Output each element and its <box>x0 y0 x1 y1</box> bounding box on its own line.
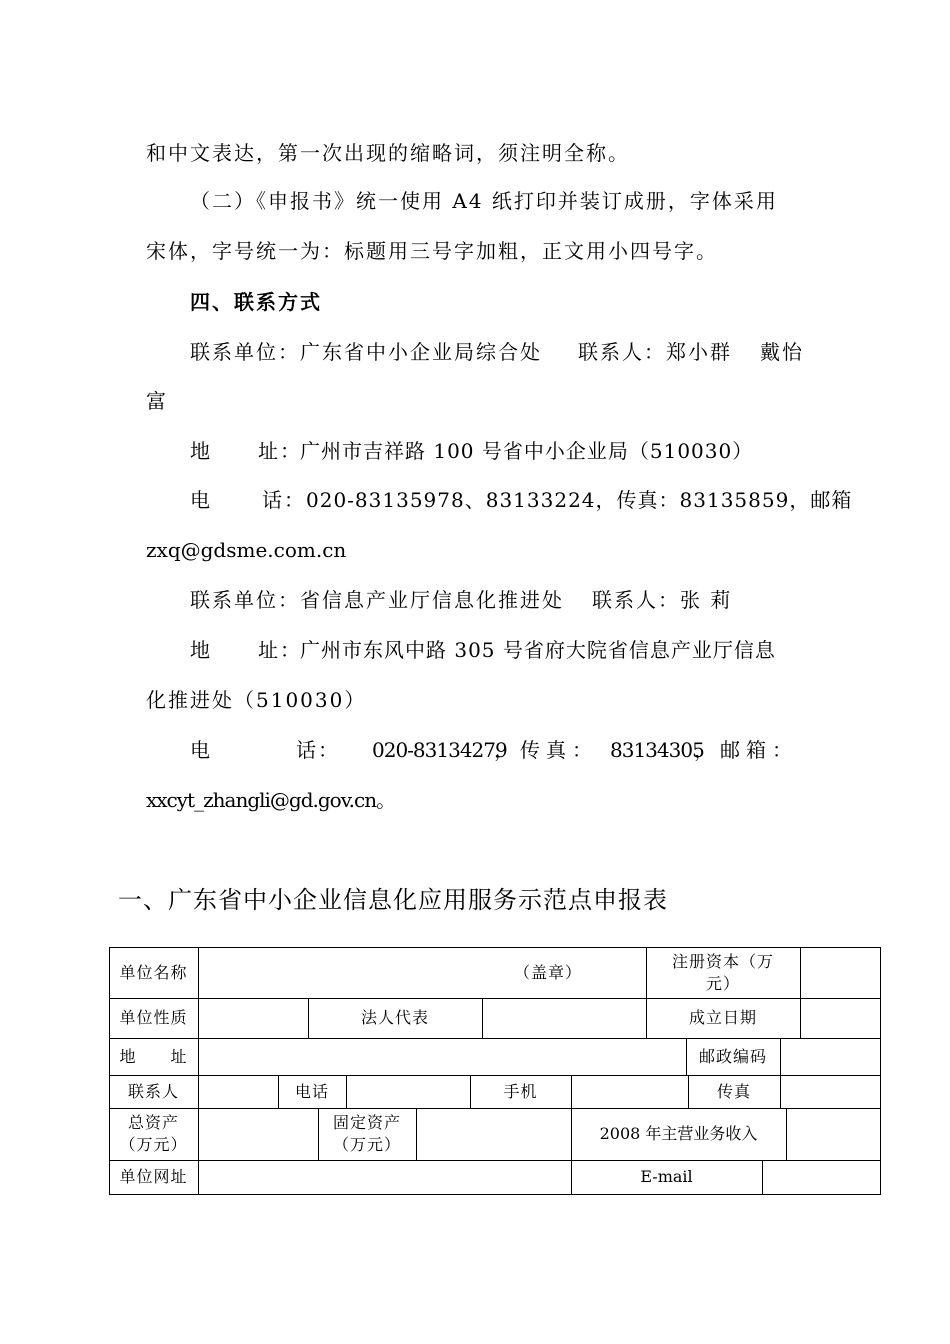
paragraph-line: （二）《申报书》统一使用 A4 纸打印并装订成册，字体采用 <box>190 189 778 213</box>
label-main-revenue-2008: 2008 年主营业务收入 <box>599 1124 758 1143</box>
contact-person: 富 <box>146 389 168 413</box>
email-text: zxq@gdsme.com.cn <box>146 538 347 562</box>
email-label: ，邮箱： <box>694 738 798 762</box>
label-registered-capital: 注册资本（万元） <box>671 951 774 993</box>
label-website: 单位网址 <box>119 1167 188 1186</box>
label-address: 地 址 <box>119 1046 188 1066</box>
phone-label: 话： <box>262 488 306 512</box>
address-text: 化推进处（510030） <box>146 688 367 712</box>
seal-note: （盖章） <box>513 962 582 982</box>
address-label: 地 <box>190 638 212 662</box>
table-title: 一、广东省中小企业信息化应用服务示范点申报表 <box>118 886 668 914</box>
section-heading: 四、联系方式 <box>190 290 322 314</box>
address-label: 址： <box>258 638 302 662</box>
phone-text: 020-83135978、83133224，传真：83135859，邮箱 <box>306 488 853 512</box>
contact-unit: 联系单位：广东省中小企业局综合处 <box>190 340 542 364</box>
contact-unit: 联系单位：省信息产业厅信息化推进处 <box>190 588 564 612</box>
fax-label: ，传真： <box>494 738 598 762</box>
contact-person: 戴怡 <box>760 340 804 364</box>
label-unit-nature: 单位性质 <box>119 1008 188 1027</box>
address-text: 广州市东风中路 305 号省府大院省信息产业厅信息 <box>300 638 776 662</box>
label-postcode: 邮政编码 <box>698 1046 767 1066</box>
label-total-assets: 总资产（万元） <box>119 1113 188 1154</box>
phone-label: 话： <box>296 738 340 762</box>
label-contact-person: 联系人 <box>127 1081 179 1101</box>
label-fixed-assets: 固定资产（万元） <box>332 1113 401 1154</box>
label-legal-rep: 法人代表 <box>360 1008 429 1027</box>
phone-text: 020-83134279 <box>372 738 507 762</box>
address-label: 址： <box>258 439 302 463</box>
label-established-date: 成立日期 <box>688 1008 757 1027</box>
label-unit-name: 单位名称 <box>119 962 188 982</box>
phone-label: 电 <box>190 488 212 512</box>
paragraph-line: 和中文表达，第一次出现的缩略词，须注明全称。 <box>146 141 630 165</box>
fax-text: 83134305 <box>610 738 704 762</box>
contact-person: 联系人：张 莉 <box>592 588 733 612</box>
contact-person: 联系人：郑小群 <box>578 340 732 364</box>
label-email: E-mail <box>640 1167 693 1186</box>
address-label: 地 <box>190 439 212 463</box>
phone-label: 电 <box>190 738 212 762</box>
label-mobile: 手机 <box>503 1081 538 1101</box>
label-phone: 电话 <box>294 1081 329 1101</box>
label-fax: 传真 <box>716 1081 751 1101</box>
paragraph-line: 宋体，字号统一为：标题用三号字加粗，正文用小四号字。 <box>146 239 718 263</box>
email-text: xxcyt_zhangli@gd.gov.cn。 <box>146 788 396 812</box>
address-text: 广州市吉祥路 100 号省中小企业局（510030） <box>300 439 754 463</box>
